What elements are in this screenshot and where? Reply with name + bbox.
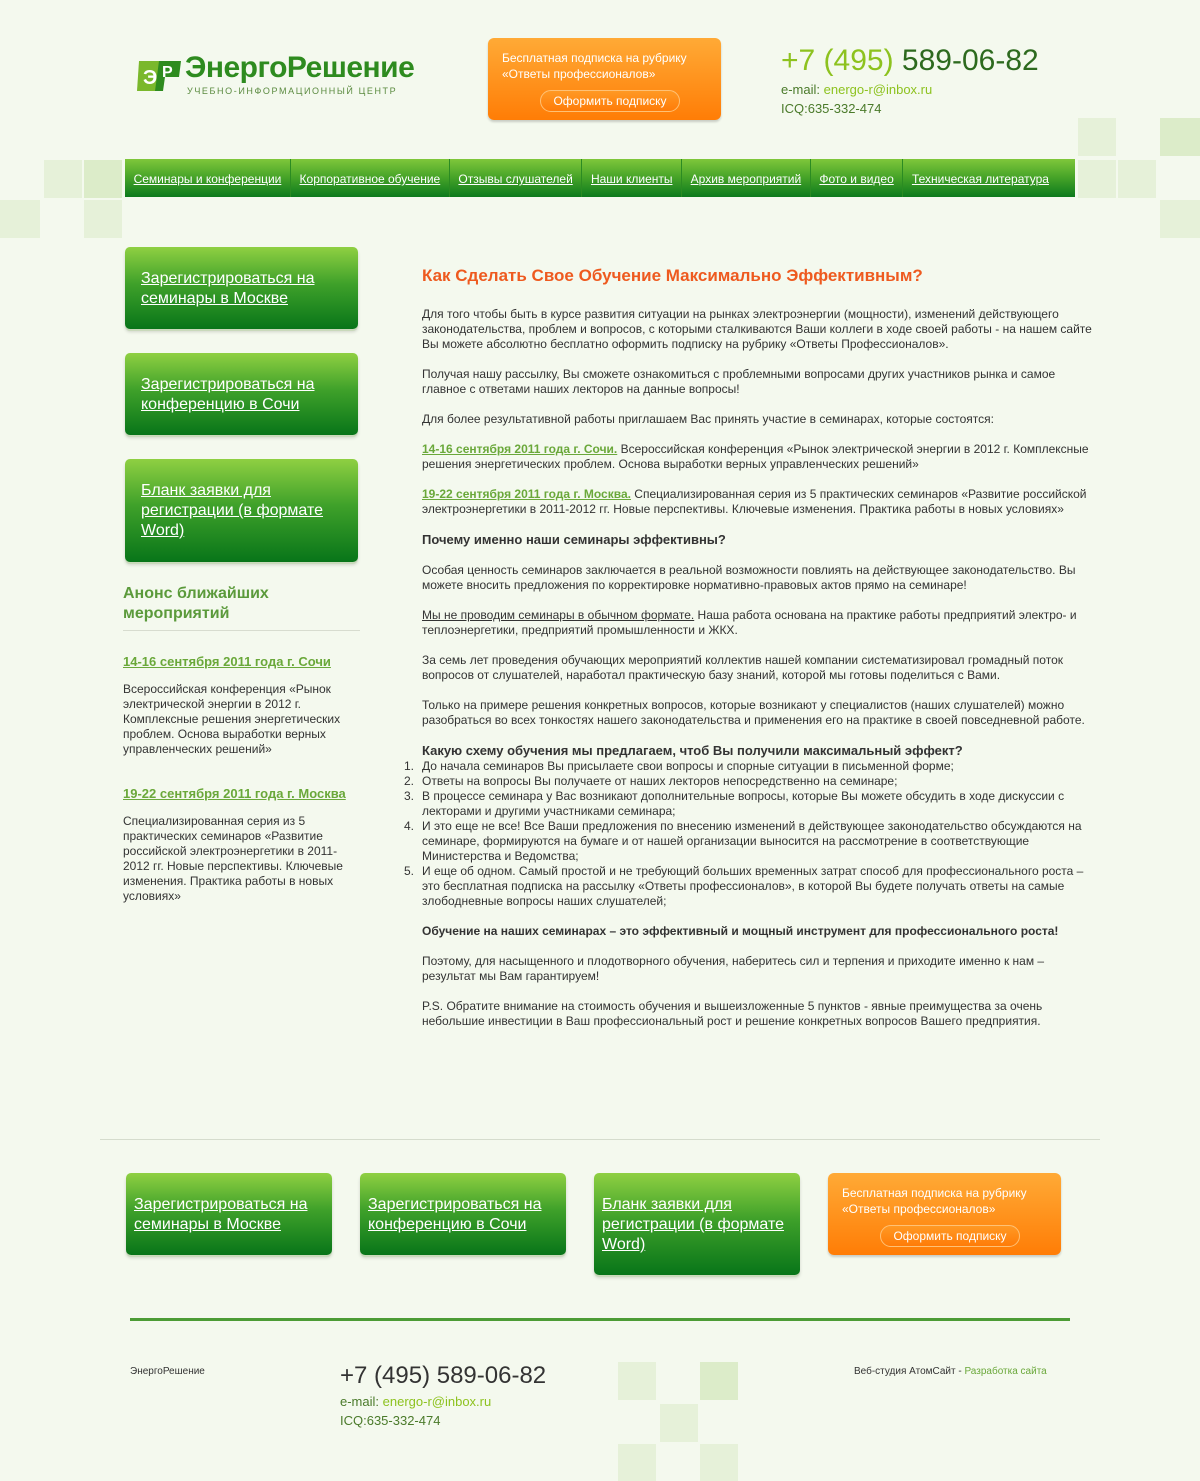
paragraph: Поэтому, для насыщенного и плодотворного обучения, наберитесь сил и терпения и приходите именно к нам – результат мы Вам гарантируем!: [422, 954, 1045, 983]
nav-item-seminars[interactable]: Семинары и конференции: [125, 159, 291, 197]
header-phone: +7 (495) 589-06-82: [781, 44, 1039, 77]
main-content: [404, 266, 1097, 1044]
footer-email: e-mail: energo-r@inbox.ru: [340, 1394, 492, 1409]
logo-mark-icon: [137, 57, 183, 95]
list-item: 5. И еще об одном. Самый простой и не требующий больших временных затрат способ для профессионального роста – это бесплатная подписка на рассылку «Ответы профессионалов», в которой Вы будете получать ответы на самые злободневные вопросы наших слушателей;: [404, 864, 1084, 908]
logo-name: ЭнергоРешение: [185, 51, 415, 84]
nav-item-reviews[interactable]: Отзывы слушателей: [450, 159, 583, 197]
paragraph: За семь лет проведения обучающих мероприятий коллектив нашей компании систематизировал громадный поток вопросов от слушателей, наработал практическую базу знаний, которой мы готовы поделиться с Вами.: [422, 653, 1063, 682]
paragraph: Особая ценность семинаров заключается в реальной возможности повлиять на действующее законодательство. Вы можете вносить предложения по корректировке нормативно-правовых актов прямо на семинаре!: [422, 563, 1076, 592]
nav-item-archive[interactable]: Архив мероприятий: [682, 159, 811, 197]
news-heading: Анонс ближайших мероприятий: [123, 585, 269, 622]
svg-text:Э: Э: [143, 67, 158, 89]
logo-subtitle: УЧЕБНО-ИНФОРМАЦИОННЫЙ ЦЕНТР: [187, 86, 398, 96]
bold-paragraph: Обучение на наших семинарах – это эффективный и мощный инструмент для профессионального роста!: [422, 924, 1059, 938]
subscribe-button[interactable]: Оформить подписку: [540, 90, 680, 112]
register-moscow-button-bottom[interactable]: Зарегистрироваться на семинары в Москве: [126, 1173, 332, 1255]
paragraph: Только на примере решения конкретных вопросов, которые возникают у специалистов (наших слушателей) можно разобраться во всех тонкостях нашего законодательства и применения его на практике в своей повседневной работе.: [422, 698, 1085, 727]
header-email-link[interactable]: energo-r@inbox.ru: [823, 82, 933, 97]
list-item: 4. И это еще не все! Все Ваши предложения по внесению изменений в действующее законодательство обсуждаются на семинаре, формируются на бумаге и от нашей организации выносится на рассмотрение в соответствующие Министерства и Ведомства;: [404, 819, 1082, 863]
news-date-link[interactable]: 19-22 сентября 2011 года г. Москва: [123, 786, 346, 801]
header-email: e-mail: energo-r@inbox.ru: [781, 82, 933, 97]
nav-item-literature[interactable]: Техническая литература: [911, 172, 1049, 186]
content-divider: [100, 1139, 1100, 1140]
paragraph: Для более результативной работы приглашаем Вас принять участие в семинарах, которые состоятся:: [422, 412, 994, 426]
news-date-link[interactable]: 14-16 сентября 2011 года г. Сочи: [123, 654, 331, 669]
list-item: 3. В процессе семинара у Вас возникают дополнительные вопросы, которые Вы можете обсудить в ходе дискуссии с лекторами и другими участниками семинара;: [404, 789, 1065, 818]
event-date-link[interactable]: 19-22 сентября 2011 года г. Москва.: [422, 487, 631, 501]
nav-item-photo-video[interactable]: Фото и видео: [811, 159, 904, 197]
header-icq: ICQ:635-332-474: [781, 101, 882, 116]
event-paragraph: 14-16 сентября 2011 года г. Сочи. Всероссийская конференция «Рынок электрической энергии в 2012 г. Комплексные решения энергетических проблем. Основа выработки верных управленческих решений»: [422, 442, 1089, 471]
footer-email-link[interactable]: energo-r@inbox.ru: [382, 1394, 492, 1409]
scheme-list: [404, 759, 1097, 909]
subscribe-text: Бесплатная подписка на рубрику «Ответы профессионалов»: [842, 1186, 1027, 1216]
subscribe-text: Бесплатная подписка на рубрику «Ответы профессионалов»: [502, 51, 687, 81]
register-sochi-button-bottom[interactable]: Зарегистрироваться на конференцию в Сочи: [360, 1173, 566, 1255]
footer-phone: +7 (495) 589-06-82: [340, 1362, 547, 1389]
event-date-link[interactable]: 14-16 сентября 2011 года г. Сочи.: [422, 442, 618, 456]
list-item: 2. Ответы на вопросы Вы получаете от наших лекторов непосредственно на семинаре;: [404, 774, 898, 788]
paragraph: Для того чтобы быть в курсе развития ситуации на рынках электроэнергии (мощности), изменений действующего законодательства, проблем и вопросов, с которыми сталкиваются Ваши коллеги в ходе своей работы - на нашем сайте Вы можете абсолютно бесплатно оформить подписку на рубрику «Ответы Профессионалов».: [422, 307, 1092, 351]
subscribe-button-bottom[interactable]: Оформить подписку: [880, 1225, 1020, 1247]
event-paragraph: 19-22 сентября 2011 года г. Москва. Специализированная серия из 5 практических семинаров «Развитие российской электроэнергетики в 2011-2012 гг. Новые перспективы. Ключевые изменения. Практика работы в новых условиях»: [422, 487, 1087, 516]
subscribe-box-bottom: [828, 1173, 1061, 1255]
logo[interactable]: [137, 51, 437, 100]
section-heading: Какую схему обучения мы предлагаем, чтоб Вы получили максимальный эффект?: [422, 743, 963, 758]
footer-brand: ЭнергоРешение: [130, 1366, 205, 1377]
footer-studio: Веб-студия АтомСайт - Разработка сайта: [854, 1366, 1047, 1377]
studio-link[interactable]: Разработка сайта: [964, 1366, 1047, 1377]
section-heading: Почему именно наши семинары эффективны?: [422, 532, 726, 547]
register-sochi-button[interactable]: Зарегистрироваться на конференцию в Сочи: [125, 353, 358, 435]
main-nav: [125, 159, 1075, 197]
application-form-button[interactable]: Бланк заявки для регистрации (в формате Word): [125, 459, 358, 562]
nav-item-clients[interactable]: Наши клиенты: [582, 159, 682, 197]
news-text: Всероссийская конференция «Рынок электрической энергии в 2012 г. Комплексные решения энергетических проблем. Основа выработки верных управленческих решений»: [123, 682, 341, 756]
register-moscow-button[interactable]: Зарегистрироваться на семинары в Москве: [125, 247, 358, 329]
paragraph: P.S. Обратите внимание на стоимость обучения и вышеизложенные 5 пунктов - явные преимущества за очень небольшие инвестиции в Ваш профессиональный рост и решение конкретных вопросов Вашего предприятия.: [422, 999, 1043, 1028]
svg-text:P: P: [162, 64, 173, 81]
list-item: 1. До начала семинаров Вы присылаете свои вопросы и спорные ситуации в письменной форме;: [404, 759, 954, 773]
page-title: Как Сделать Свое Обучение Максимально Эффективным?: [422, 266, 923, 285]
paragraph: Мы не проводим семинары в обычном формате. Наша работа основана на практике работы предприятий электро- и теплоэнергетики, предприятий промышленности и ЖКХ.: [422, 608, 1077, 637]
footer-icq: ICQ:635-332-474: [340, 1413, 441, 1428]
news-text: Специализированная серия из 5 практических семинаров «Развитие российской электроэнергетики в 2011-2012 гг. Новые перспективы. Ключевые изменения. Практика работы в новых условиях»: [123, 814, 343, 903]
subscribe-box: [488, 38, 721, 120]
nav-item-corporate[interactable]: Корпоративное обучение: [291, 159, 450, 197]
application-form-button-bottom[interactable]: Бланк заявки для регистрации (в формате Word): [594, 1173, 800, 1275]
news-divider: [123, 630, 360, 631]
paragraph: Получая нашу рассылку, Вы сможете ознакомиться с проблемными вопросами других участников рынка и самое главное с ответами наших лекторов на данные вопросы!: [422, 367, 1056, 396]
footer-bar: [130, 1318, 1070, 1321]
